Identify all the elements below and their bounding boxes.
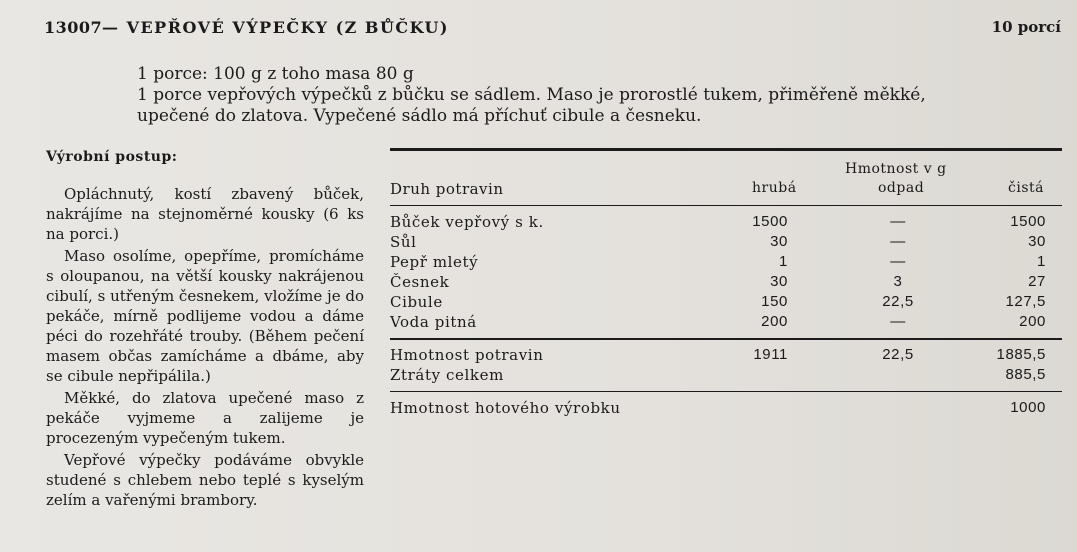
column-header-ingredient: Druh potravin xyxy=(390,180,504,198)
column-header-waste: odpad xyxy=(878,180,925,196)
net-weight: 1 xyxy=(1037,253,1046,270)
portions-count: 10 porcí xyxy=(991,18,1061,36)
loss-net: 885,5 xyxy=(1005,366,1046,383)
column-header-gross: hrubá xyxy=(752,180,797,196)
loss-label: Ztráty celkem xyxy=(390,366,504,384)
table-row xyxy=(390,312,1062,332)
net-weight: 127,5 xyxy=(1005,293,1046,310)
waste-weight: — xyxy=(890,213,906,230)
ingredient-name: Sůl xyxy=(390,233,417,251)
total-label: Hmotnost potravin xyxy=(390,346,544,364)
table-row xyxy=(390,365,1062,385)
method-paragraph: Maso osolíme, opepříme, promícháme s oloupanou, na větší kousky nakrájenou cibulí, s utřeným česnekem, vložíme je do pekáče, mírně podlijeme vodou a dáme péci do rozehřáté trouby. (Během pečení masem občas zamícháme a dbáme, aby se cibule nepřipálila.) xyxy=(46,247,364,385)
table-row xyxy=(390,212,1062,232)
column-header-net: čistá xyxy=(1008,180,1044,196)
total-net: 1885,5 xyxy=(996,346,1046,363)
ingredient-name: Voda pitná xyxy=(390,313,477,331)
gross-weight: 1 xyxy=(779,253,788,270)
gross-weight: 30 xyxy=(770,233,788,250)
method-paragraph: Opláchnutý, kostí zbavený bůček, nakrájíme na stejnoměrné kousky (6 ks na porci.) xyxy=(46,185,364,243)
total-waste: 22,5 xyxy=(882,346,914,363)
table-row xyxy=(390,345,1062,365)
waste-weight: 22,5 xyxy=(882,293,914,310)
method-text xyxy=(46,184,364,510)
recipe-intro xyxy=(137,64,1037,127)
waste-weight: — xyxy=(890,313,906,330)
ingredient-name: Bůček vepřový s k. xyxy=(390,213,544,231)
totals-rows xyxy=(390,340,1062,391)
net-weight: 27 xyxy=(1028,273,1046,290)
method-paragraph: Měkké, do zlatova upečené maso z pekáče vyjmeme a zalijeme je procezeným vypečeným tukem. xyxy=(46,389,364,447)
weight-group-header: Hmotnost v g xyxy=(845,161,947,177)
ingredient-name: Cibule xyxy=(390,293,443,311)
table-row xyxy=(390,252,1062,272)
table-row xyxy=(390,272,1062,292)
total-gross: 1911 xyxy=(753,346,788,363)
portion-size: 1 porce: 100 g z toho masa 80 g xyxy=(137,64,414,84)
final-net: 1000 xyxy=(1010,399,1046,416)
table-row xyxy=(390,398,1062,418)
gross-weight: 150 xyxy=(761,293,788,310)
table-row xyxy=(390,292,1062,312)
net-weight: 30 xyxy=(1028,233,1046,250)
recipe-number: 13007 xyxy=(44,18,103,37)
net-weight: 200 xyxy=(1019,313,1046,330)
net-weight: 1500 xyxy=(1010,213,1046,230)
ingredient-name: Česnek xyxy=(390,273,450,291)
ingredient-name: Pepř mletý xyxy=(390,253,479,271)
description-line-2: upečené do zlatova. Vypečené sádlo má příchuť cibule a česneku. xyxy=(137,106,702,126)
recipe-title: — VEPŘOVÉ VÝPEČKY (Z BŮČKU) xyxy=(102,18,449,37)
final-row xyxy=(390,392,1062,418)
final-product-label: Hmotnost hotového výrobku xyxy=(390,399,621,417)
table-header xyxy=(390,151,1062,205)
gross-weight: 200 xyxy=(761,313,788,330)
gross-weight: 30 xyxy=(770,273,788,290)
ingredients-table xyxy=(390,148,1062,418)
table-row xyxy=(390,232,1062,252)
ingredient-rows xyxy=(390,206,1062,338)
waste-weight: 3 xyxy=(893,273,903,290)
method-heading: Výrobní postup: xyxy=(46,149,178,165)
recipe-header xyxy=(44,18,1061,44)
method-paragraph: Vepřové výpečky podáváme obvykle studené s chlebem nebo teplé s kyselým zelím a vařenými brambory. xyxy=(46,451,364,509)
gross-weight: 1500 xyxy=(752,213,788,230)
description-line-1: 1 porce vepřových výpečků z bůčku se sádlem. Maso je prorostlé tukem, přiměřeně měkké, xyxy=(137,85,926,105)
waste-weight: — xyxy=(890,253,906,270)
waste-weight: — xyxy=(890,233,906,250)
